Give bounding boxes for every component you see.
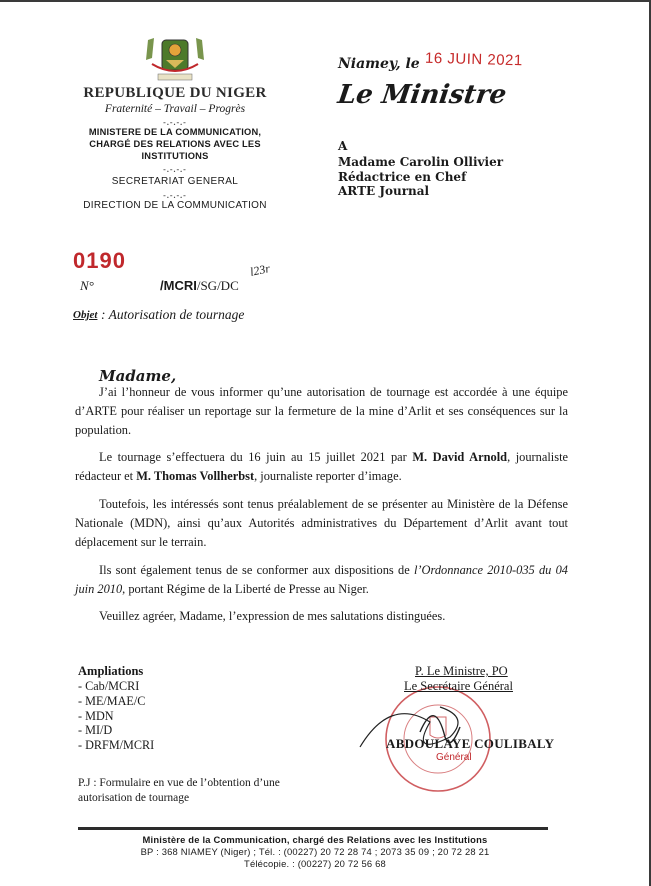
list-item: - DRFM/MCRI <box>78 738 155 753</box>
object-label: Objet <box>73 309 98 321</box>
body-paragraph: Toutefois, les intéressés sont tenus préalablement de se présenter au Ministère de la Défense Nationale (MDN), ainsi qu’aux Autorités administratives du Département d’Arlit avant tout déplacement sur le terrain. <box>75 497 568 549</box>
footer-divider <box>78 827 548 830</box>
footer-fax: Télécopie. : (00227) 20 72 56 68 <box>244 858 386 869</box>
recipient-prefix: A <box>338 139 348 153</box>
list-item: - ME/MAE/C <box>78 693 146 708</box>
body-paragraph: Le tournage s’effectuera du 16 juin au 15 juillet 2021 par M. David Arnold, journaliste rédacteur et M. Thomas Vollherbst, journaliste reporter d’image. <box>75 450 569 483</box>
list-item: - MI/D <box>78 723 113 738</box>
ministry-name: MINISTERE DE LA COMMUNICATION, CHARGÉ DES RELATIONS AVEC LES INSTITUTIONS <box>88 127 262 161</box>
signature-line-2: Le Secrétaire Général <box>404 679 513 693</box>
separator: -.-.-.- <box>163 118 187 127</box>
list-item: - MDN <box>78 708 114 723</box>
reference-n-label: N° <box>80 278 94 293</box>
coat-of-arms-icon <box>140 34 210 84</box>
signature-line-1: P. Le Ministre, PO <box>415 664 508 678</box>
national-motto: Fraternité – Travail – Progrès <box>104 103 246 115</box>
seal-label: Général <box>436 752 472 763</box>
body-paragraph: Ils sont également tenus de se conformer aux dispositions de l’Ordonnance 2010-035 du 04 juin 2010, portant Régime de la Liberté de Presse au Niger. <box>75 563 568 596</box>
reference-code: /MCRI/SG/DC <box>160 278 239 293</box>
footer-ministry: Ministère de la Communication, chargé des Relations avec les Institutions <box>142 834 488 845</box>
attachment-note: P.J : Formulaire en vue de l’obtention d’une autorisation de tournage <box>78 777 280 804</box>
body-paragraph: J’ai l’honneur de vous informer qu’une autorisation de tournage est accordée à une équipe d’ARTE pour réaliser un reportage sur la fermeture de la mine d’Arlit et ses conséquences sur la population. <box>75 385 568 437</box>
footer-address: BP : 368 NIAMEY (Niger) ; Tél. : (00227) 20 72 28 74 ; 2073 35 09 ; 20 72 28 21 <box>140 846 490 857</box>
recipient-address: Madame Carolin Ollivier Rédactrice en Chef ARTE Journal <box>338 155 504 198</box>
ampliations-title: Ampliations <box>78 664 144 678</box>
country-title: REPUBLIQUE DU NIGER <box>83 85 267 101</box>
object-text: : Autorisation de tournage <box>101 307 245 322</box>
reference-number: 0190 <box>73 248 126 273</box>
date-stamp: 16 JUIN 2021 <box>424 49 523 70</box>
salutation: Madame, <box>99 367 177 385</box>
separator: -.-.-.- <box>163 191 187 200</box>
sender-title: Le Ministre <box>335 80 509 110</box>
list-item: - Cab/MCRI <box>78 679 140 693</box>
date-place: Niamey, le <box>338 56 420 72</box>
separator: -.-.-.- <box>163 165 187 174</box>
direction-name: DIRECTION DE LA COMMUNICATION <box>83 200 267 211</box>
secretariat-general: SECRETARIAT GENERAL <box>111 176 239 187</box>
body-paragraph: Veuillez agréer, Madame, l’expression de mes salutations distinguées. <box>99 609 446 623</box>
signatory-name: ABDOULAYE COULIBALY <box>386 736 555 751</box>
page-border-top <box>0 0 651 2</box>
ampliations-list <box>78 679 154 753</box>
handwritten-annotation: l23r <box>248 261 272 279</box>
